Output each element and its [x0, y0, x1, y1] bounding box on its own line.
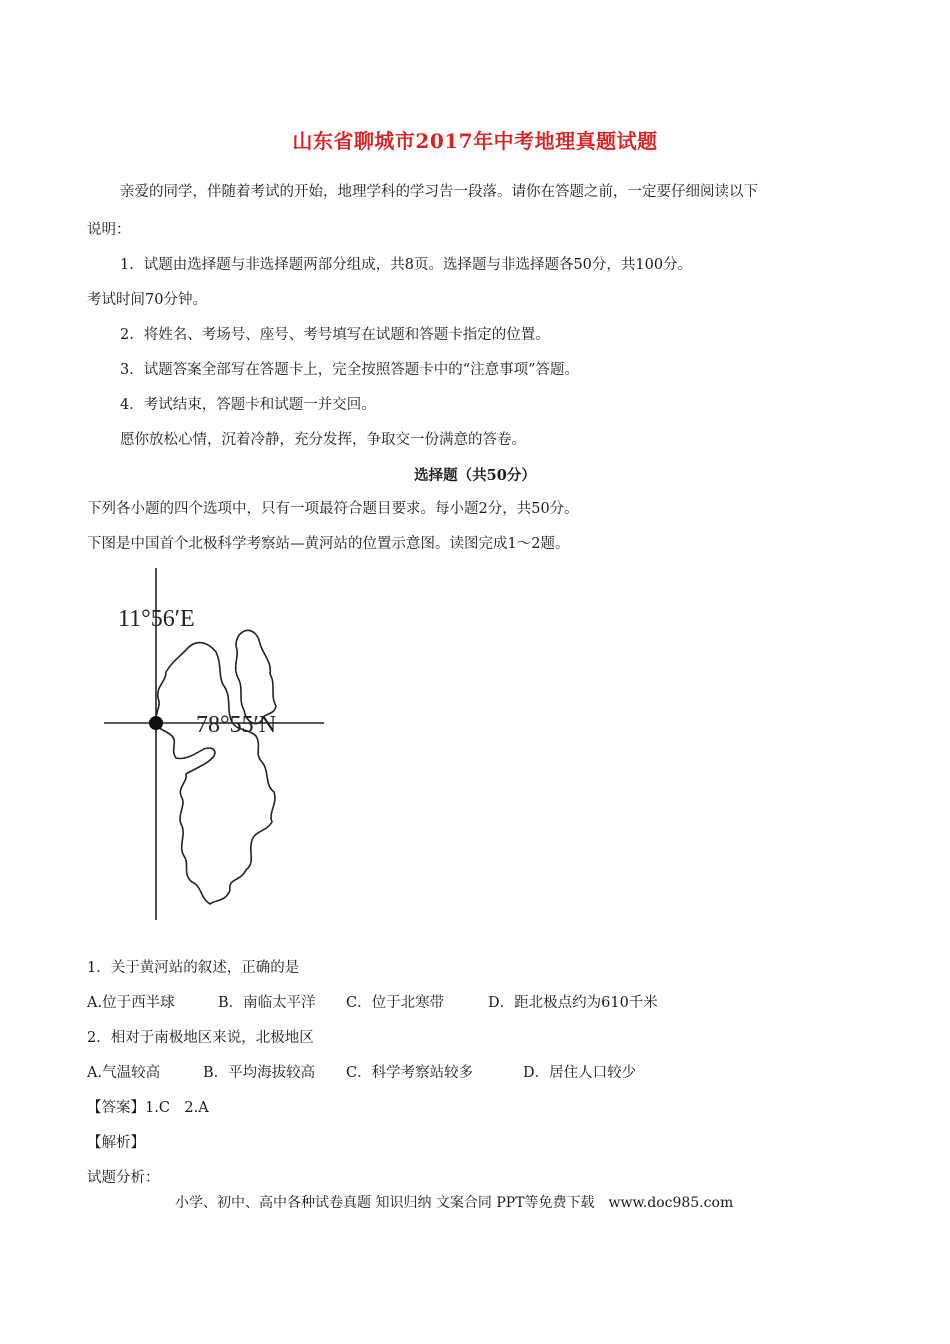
latitude-label: 78°55′N: [196, 712, 277, 738]
longitude-label: 11°56′E: [118, 606, 195, 632]
question-2-option-c: C．科学考察站较多: [346, 1065, 474, 1081]
instruction-item-3: 3．试题答案全部写在答题卡上，完全按照答题卡中的“注意事项”答题。: [120, 362, 580, 378]
analysis-heading: 【解析】: [87, 1135, 145, 1151]
question-1-option-c: C．位于北寒带: [346, 995, 445, 1011]
question-1-option-d: D．距北极点约为610千米: [488, 995, 658, 1011]
wish-line: 愿你放松心情，沉着冷静，充分发挥，争取交一份满意的答卷。: [120, 432, 526, 448]
question-2-stem: 2．相对于南极地区来说，北极地区: [87, 1030, 314, 1046]
instructions-line-2: 下图是中国首个北极科学考察站—黄河站的位置示意图。读图完成1～2题。: [87, 536, 570, 552]
station-location-map: [86, 560, 346, 930]
instruction-item-4: 4．考试结束，答题卡和试题一并交回。: [120, 397, 376, 413]
page-footer: 小学、初中、高中各种试卷真题 知识归纳 文案合同 PPT等免费下载 www.doc985.com: [175, 1195, 734, 1211]
question-1-stem: 1．关于黄河站的叙述，正确的是: [87, 960, 300, 976]
island-outline-east: [236, 630, 276, 723]
station-marker: [149, 716, 163, 730]
analysis-intro: 试题分析：: [87, 1170, 160, 1186]
question-2-option-d: D．居住人口较少: [523, 1065, 637, 1081]
instruction-item-2: 2．将姓名、考场号、座号、考号填写在试题和答题卡指定的位置。: [120, 327, 550, 343]
instruction-item-1-cont: 考试时间70分钟。: [87, 292, 207, 308]
question-1-option-b: B．南临太平洋: [218, 995, 316, 1011]
question-2-option-a: A.气温较高: [87, 1065, 161, 1081]
question-1-option-a: A.位于西半球: [87, 995, 175, 1011]
instruction-item-1: 1．试题由选择题与非选择题两部分组成，共8页。选择题与非选择题各50分，共100分。: [120, 257, 693, 273]
island-outline-main: [156, 643, 275, 904]
intro-line-2: 说明：: [87, 222, 131, 238]
answer-line: 【答案】1.C 2.A: [87, 1100, 209, 1116]
section-heading: 选择题（共50分）: [414, 467, 536, 484]
page-title: 山东省聊城市2017年中考地理真题试题: [292, 129, 658, 153]
question-2-option-b: B．平均海拔较高: [203, 1065, 316, 1081]
instructions-line-1: 下列各小题的四个选项中，只有一项最符合题目要求。每小题2分，共50分。: [87, 501, 579, 517]
intro-line-1: 亲爱的同学，伴随着考试的开始，地理学科的学习告一段落。请你在答题之前，一定要仔细阅读以下: [120, 184, 758, 200]
